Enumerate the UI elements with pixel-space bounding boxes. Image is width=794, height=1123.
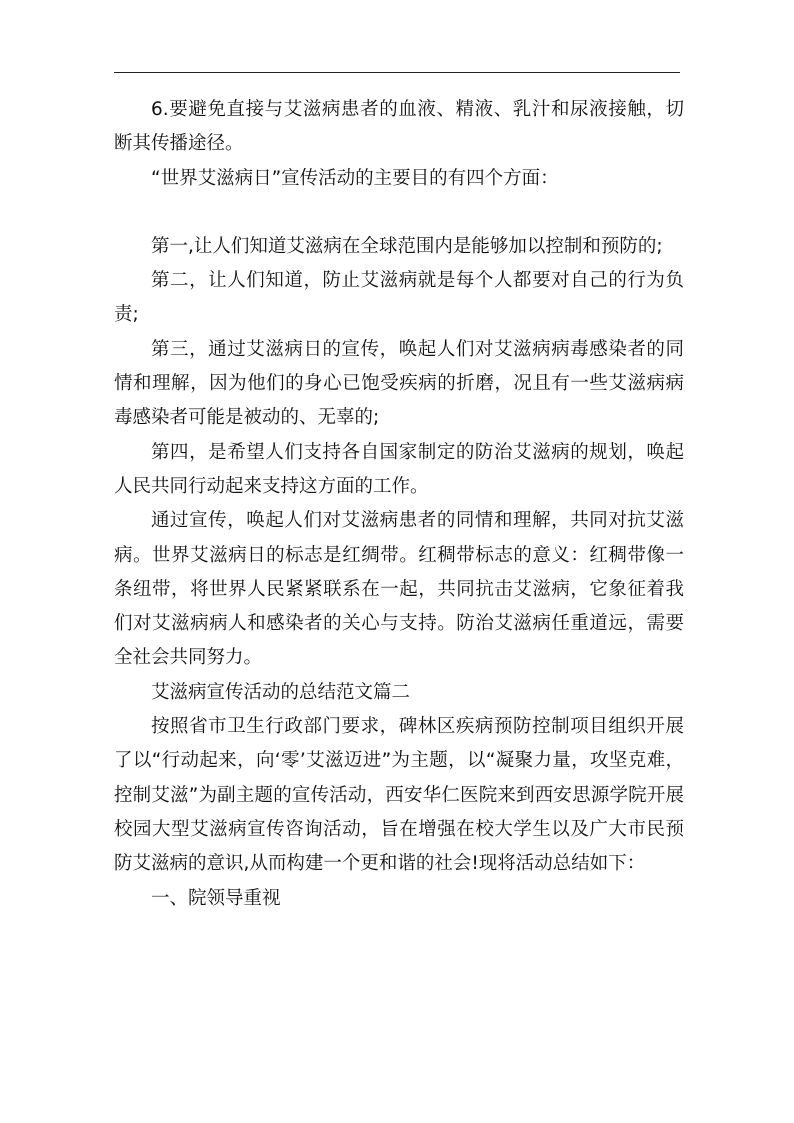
paragraph-purpose-third: 第三，通过艾滋病日的宣传，唤起人们对艾滋病病毒感染者的同情和理解，因为他们的身心已饱受疾病的折磨，况且有一些艾滋病病毒感染者可能是被动的、无辜的; [114,338,684,429]
subheading-leadership: 一、院领导重视 [151,887,281,909]
paragraph-red-ribbon: 通过宣传，唤起人们对艾滋病患者的同情和理解，共同对抗艾滋病。世界艾滋病日的标志是红绸带。红稠带标志的意义：红稠带像一条纽带，将世界人民紧紧联系在一起，共同抗击艾滋病，它象征着我们对艾滋病病人和感染者的关心与支持。防治艾滋病任重道远，需要全社会共同努力。 [114,510,684,669]
blank-line [114,196,684,230]
document-body [114,93,684,916]
section-heading-sample-two: 艾滋病宣传活动的总结范文篇二 [151,681,411,703]
paragraph-campaign-summary: 按照省市卫生行政部门要求，碑林区疾病预防控制项目组织开展了以“行动起来，向‘零’艾滋迈进”为主题，以“凝聚力量，攻坚克难，控制艾滋”为副主题的宣传活动，西安华仁医院来到西安思源学院开展校园大型艾滋病宣传咨询活动，旨在增强在校大学生以及广大市民预防艾滋病的意识,从而构建一个更和谐的社会!现将活动总结如下： [114,716,684,875]
paragraph-prevention-item-6: 6.要避免直接与艾滋病患者的血液、精液、乳汁和尿液接触，切断其传播途径。 [114,99,684,155]
header-rule [114,72,680,73]
paragraph-purpose-fourth: 第四，是希望人们支持各自国家制定的防治艾滋病的规划，唤起人民共同行动起来支持这方面的工作。 [114,441,684,497]
paragraph-purpose-second: 第二，让人们知道，防止艾滋病就是每个人都要对自己的行为负责; [114,270,684,326]
paragraph-purpose-first: 第一,让人们知道艾滋病在全球范围内是能够加以控制和预防的; [151,235,663,257]
paragraph-purpose-intro: “世界艾滋病日”宣传活动的主要目的有四个方面： [151,167,559,189]
